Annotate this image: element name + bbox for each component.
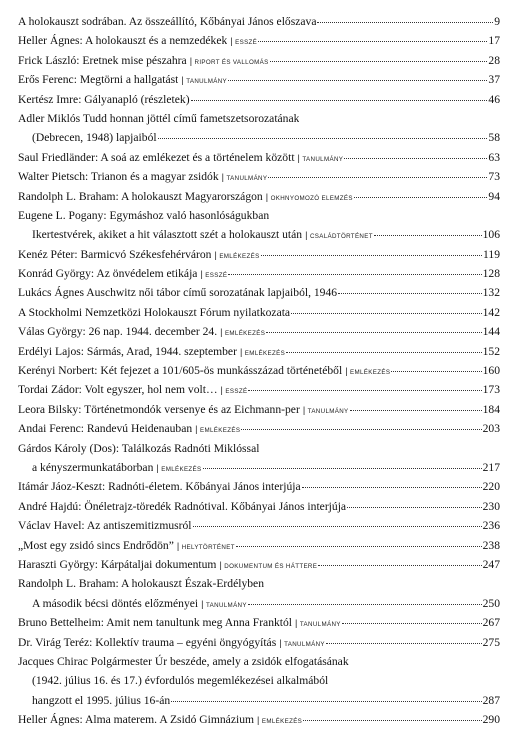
toc-entry-line [18,516,500,535]
page-number: 144 [482,325,500,339]
dot-leader [318,564,481,566]
toc-entry-continuation [18,458,500,477]
toc-entry[interactable] [18,264,500,283]
page-number: 46 [488,92,500,106]
page-number: 128 [482,267,500,281]
toc-entry[interactable] [18,652,500,710]
toc-entry-title: Válas György: 26 nap. 1944. december 24. [18,325,218,339]
genre-tag: | TANULMÁNY [303,401,349,421]
toc-entry[interactable] [18,555,500,574]
toc-entry-line [18,245,500,264]
genre-tag: | RIPORT ÉS VALLOMÁS [190,52,269,72]
toc-entry-line [18,12,500,31]
genre-tag: | EMLÉKEZÉS [240,343,285,363]
toc-entry[interactable] [18,516,500,535]
toc-entry-title: André Hajdú: Önéletrajz-töredék Radnótival. Kőbányai János interjúja [18,499,347,513]
page-number: 236 [482,519,500,533]
toc-entry[interactable] [18,148,500,167]
dot-leader [193,525,482,527]
page-number: 9 [494,15,500,28]
toc-entry-title: Andai Ferenc: Randevú Heidenauban [18,422,193,436]
toc-entry[interactable] [18,167,500,186]
page-number: 275 [482,635,500,649]
dot-leader [326,642,482,644]
dot-leader [228,273,481,275]
page-number: 290 [482,713,500,727]
toc-entry-line [18,303,500,322]
table-of-contents [18,12,500,729]
toc-entry-line [18,555,500,574]
toc-entry-title: „Most egy zsidó sincs Endrődön” [18,538,174,552]
page-number: 267 [482,616,500,630]
genre-tag: | EMLÉKEZÉS [156,459,201,479]
dot-leader [374,234,482,236]
genre-tag: | ESSZÉ [221,381,248,401]
toc-entry-title: Jacques Chirac Polgármester Úr beszéde, amely a zsidók elfogatásának [18,654,349,668]
dot-leader [261,254,482,256]
dot-leader [248,389,481,391]
toc-entry[interactable] [18,400,500,419]
page-number: 63 [488,150,500,164]
genre-tag: | EMLÉKEZÉS [195,420,240,440]
toc-entry-line [18,342,500,361]
genre-tag: | EMLÉKEZÉS [257,711,302,731]
dot-leader [350,409,482,411]
page-number: 217 [482,460,500,474]
toc-entry[interactable] [18,70,500,89]
dot-leader [268,176,487,178]
toc-entry-continuation [18,225,500,244]
toc-entry-title: A második bécsi döntés előzményei [32,596,199,610]
toc-entry-title: Adler Miklós Tudd honnan jöttél című fametszetsorozatának [18,111,300,125]
toc-entry-continuation [18,671,500,690]
toc-entry-line [18,90,500,109]
genre-tag: | TANULMÁNY [222,168,268,188]
dot-leader [270,60,488,62]
toc-entry-line [18,187,500,206]
toc-entry-title: Heller Ágnes: A holokauszt és a nemzedékek [18,34,228,48]
toc-entry[interactable] [18,361,500,380]
toc-entry-line [18,148,500,167]
toc-entry-title: Bruno Bettelheim: Amit nem tanultunk meg Anna Franktól [18,616,293,630]
toc-entry-line [18,283,500,302]
toc-entry-line [18,439,500,458]
dot-leader [266,331,481,333]
dot-leader [338,292,482,294]
toc-entry-line [18,477,500,496]
genre-tag: | ESSZÉ [230,32,257,52]
page-number: 17 [488,34,500,48]
toc-entry[interactable] [18,439,500,478]
dot-leader [347,506,482,508]
toc-entry-title: Dr. Virág Teréz: Kollektív trauma – egyéni öngyógyítás [18,635,277,649]
page-number: 28 [488,53,500,67]
page-number: 160 [482,364,500,378]
toc-entry-line [18,613,500,632]
toc-entry[interactable] [18,477,500,496]
toc-entry[interactable] [18,613,500,632]
toc-entry-continuation [18,691,500,710]
page-number: 247 [482,557,500,571]
toc-entry-title: Gárdos Károly (Dos): Találkozás Radnóti Miklóssal [18,441,260,455]
page-number: 287 [482,693,500,707]
toc-entry-title: A Stockholmi Nemzetközi Holokauszt Fórum nyilatkozata [18,305,291,319]
toc-entry-title: Saul Friedländer: A soá az emlékezet és a történelem között [18,150,295,164]
genre-tag: | EMLÉKEZÉS [214,246,259,266]
dot-leader [248,603,482,605]
toc-entry[interactable] [18,206,500,245]
toc-entry-title: Konrád György: Az önvédelem etikája [18,267,198,281]
genre-tag: | TANULMÁNY [201,595,247,615]
toc-entry-title: Tordai Zádor: Volt egyszer, hol nem volt… [18,383,218,397]
toc-entry[interactable] [18,633,500,652]
dot-leader [354,196,488,198]
genre-tag: | EMLÉKEZÉS [220,323,265,343]
page-number: 184 [482,402,500,416]
toc-entry-title: A holokauszt sodrában. Az összeállító, Kőbányai János előszava [18,15,317,28]
page-number: 238 [482,538,500,552]
toc-entry[interactable] [18,187,500,206]
toc-entry[interactable] [18,574,500,613]
toc-entry-line [18,264,500,283]
page-number: 106 [482,228,500,242]
genre-tag: | OKHNYOMOZÓ ELEMZÉS [266,188,353,208]
dot-leader [158,137,488,139]
dot-leader [317,21,493,23]
toc-entry[interactable] [18,536,500,555]
toc-entry[interactable] [18,31,500,50]
page-number: 119 [483,247,500,261]
toc-entry-line [18,70,500,89]
toc-entry-line [18,380,500,399]
toc-entry-line [18,652,500,671]
page-number: 250 [482,596,500,610]
toc-entry[interactable] [18,710,500,729]
toc-entry[interactable] [18,12,500,31]
dot-leader [291,312,482,314]
genre-tag: | DOKUMENTUM ÉS HÁTTERE [219,556,317,576]
toc-entry-title: Randolph L. Braham: A holokauszt Észak-Erdélyben [18,577,264,591]
dot-leader [391,370,481,372]
genre-tag: | EMLÉKEZÉS [345,362,390,382]
toc-entry-line [18,322,500,341]
toc-entry-title: Kerényi Norbert: Két fejezet a 101/605-ös munkásszázad történetéből [18,364,343,378]
dot-leader [303,719,481,721]
toc-entry[interactable] [18,497,500,516]
genre-tag: | TANULMÁNY [181,71,227,91]
page-number: 58 [488,131,500,145]
toc-entry-title: (1942. július 16. és 17.) évfordulós megemlékezései alkalmából [32,674,329,688]
toc-entry-title: Haraszti György: Kárpátaljai dokumentum [18,557,217,571]
toc-entry-title: Erős Ferenc: Megtörni a hallgatást [18,73,179,87]
toc-entry-continuation [18,594,500,613]
toc-entry-title: Kertész Imre: Gályanapló (részletek) [18,92,190,106]
toc-entry[interactable] [18,109,500,148]
toc-entry-title: Itámár Jáoz-Keszt: Radnóti-életem. Kőbányai János interjúja [18,480,301,494]
toc-entry-title: Leora Bilsky: Történetmondók versenye és az Eichmann-per [18,402,300,416]
toc-entry-line [18,31,500,50]
genre-tag: | ESSZÉ [200,265,227,285]
page-number: 173 [482,383,500,397]
page-number: 152 [482,344,500,358]
toc-entry-title: hangzott el 1995. július 16-án [32,693,171,707]
toc-entry-line [18,419,500,438]
toc-entry[interactable] [18,283,500,302]
genre-tag: | TANULMÁNY [279,634,325,654]
page-number: 203 [482,422,500,436]
toc-entry-title: Lukács Ágnes Auschwitz női tábor című sorozatának lapjaiból, 1946 [18,286,338,300]
toc-entry-line [18,361,500,380]
dot-leader [286,351,482,353]
page-number: 94 [488,189,500,203]
toc-entry[interactable] [18,90,500,109]
toc-entry-line [18,497,500,516]
dot-leader [171,700,481,702]
toc-entry-title: Frick László: Eretnek mise pészahra [18,53,187,67]
genre-tag: | CSALÁDTÖRTÉNET [305,226,373,246]
toc-entry[interactable] [18,51,500,70]
page-number: 73 [488,170,500,184]
toc-entry-line [18,167,500,186]
page-number: 142 [482,305,500,319]
toc-entry-line [18,633,500,652]
toc-entry-title: Randolph L. Braham: A holokauszt Magyarországon [18,189,263,203]
toc-entry-line [18,109,500,128]
dot-leader [191,99,488,101]
dot-leader [344,157,487,159]
toc-entry[interactable] [18,245,500,264]
page-number: 220 [482,480,500,494]
toc-entry-title: Ikertestvérek, akiket a hit választott szét a holokauszt után [32,228,303,242]
dot-leader [236,545,482,547]
dot-leader [241,428,481,430]
genre-tag: | TANULMÁNY [298,149,344,169]
page-number: 132 [482,286,500,300]
toc-entry[interactable] [18,322,500,341]
toc-entry-title: Kenéz Péter: Barmicvó Székesfehérváron [18,247,212,261]
page-number: 230 [482,499,500,513]
toc-entry-title: Heller Ágnes: Alma materem. A Zsidó Gimnázium [18,713,255,727]
toc-entry[interactable] [18,303,500,322]
dot-leader [228,79,487,81]
genre-tag: | HELYTÖRTÉNET [177,537,235,557]
toc-entry-title: Walter Pietsch: Trianon és a magyar zsidók [18,170,219,184]
page-number: 37 [488,73,500,87]
toc-entry-title: Erdélyi Lajos: Sármás, Arad, 1944. szeptember [18,344,237,358]
toc-entry-line [18,206,500,225]
dot-leader [258,40,487,42]
toc-entry-title: Václav Havel: Az antiszemitizmusról [18,519,192,533]
genre-tag: | TANULMÁNY [295,614,341,634]
toc-entry[interactable] [18,342,500,361]
toc-entry-line [18,400,500,419]
dot-leader [302,486,482,488]
toc-entry-line [18,710,500,729]
toc-entry-line [18,574,500,593]
toc-entry-title: Eugene L. Pogany: Egymáshoz való hasonlóságukban [18,208,270,222]
toc-entry-title: a kényszermunkatáborban [32,460,154,474]
dot-leader [203,467,482,469]
toc-entry[interactable] [18,380,500,399]
toc-entry[interactable] [18,419,500,438]
toc-entry-line [18,51,500,70]
toc-entry-title: (Debrecen, 1948) lapjaiból [32,131,157,145]
toc-entry-line [18,536,500,555]
dot-leader [342,622,482,624]
toc-entry-continuation [18,128,500,147]
